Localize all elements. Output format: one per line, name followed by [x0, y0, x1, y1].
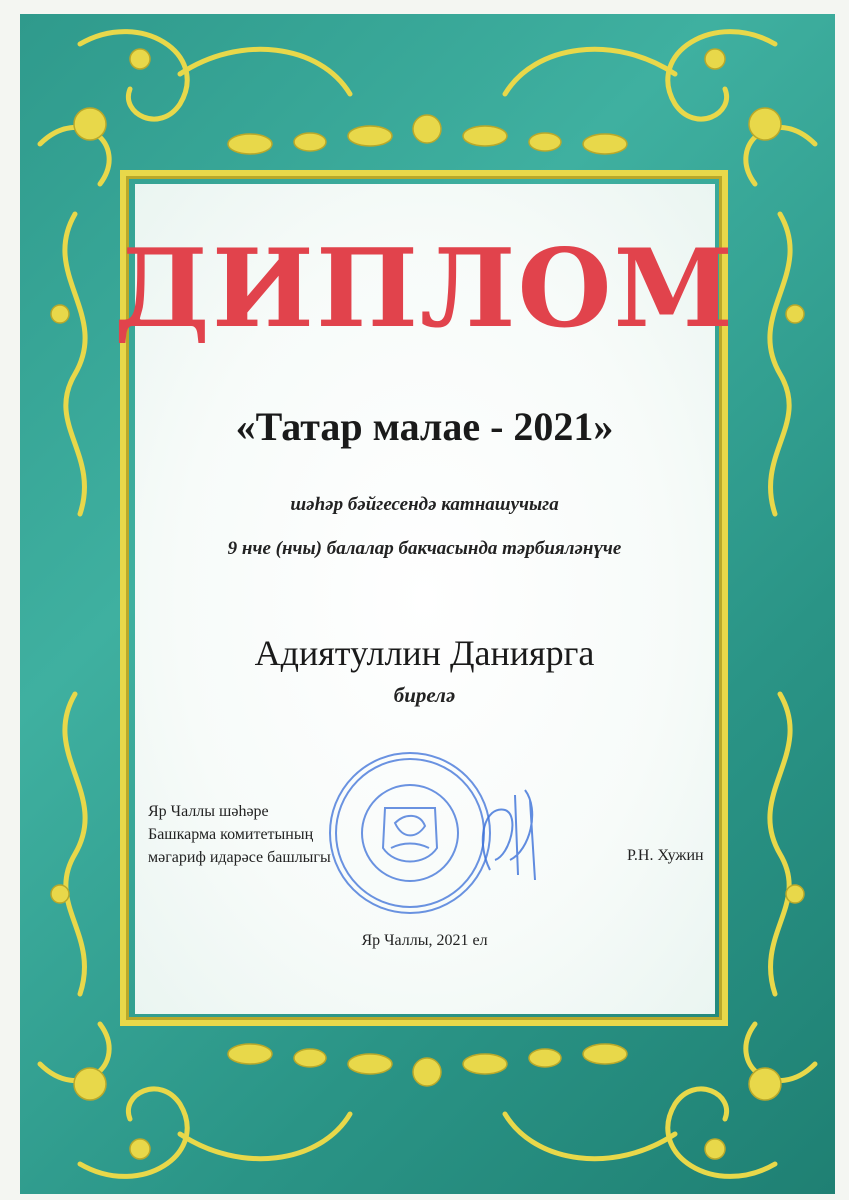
signatory-line-3: мәгариф идарәсе башлыгы — [148, 849, 331, 866]
participation-line: шәһәр бәйгесендә катнашучыга — [290, 494, 559, 515]
signature — [470, 780, 560, 890]
diploma-sheet — [20, 14, 835, 1194]
diploma-title: ДИПЛОМ — [113, 226, 736, 352]
recipient-name: Адиятуллин Даниярга — [254, 633, 595, 673]
place-and-year: Яр Чаллы, 2021 ел — [361, 932, 488, 949]
kindergarten-line: 9 нче (нчы) балалар бакчасында тәрбияләнүче — [227, 538, 622, 559]
signer-name: Р.Н. Хужин — [627, 847, 704, 864]
contest-name: «Татар малае - 2021» — [235, 404, 614, 449]
signatory-line-2: Башкарма комитетының — [148, 826, 314, 843]
awarded-text: бирелә — [393, 683, 456, 707]
signatory-block — [148, 800, 331, 869]
signatory-line-1: Яр Чаллы шәһәре — [148, 803, 269, 820]
